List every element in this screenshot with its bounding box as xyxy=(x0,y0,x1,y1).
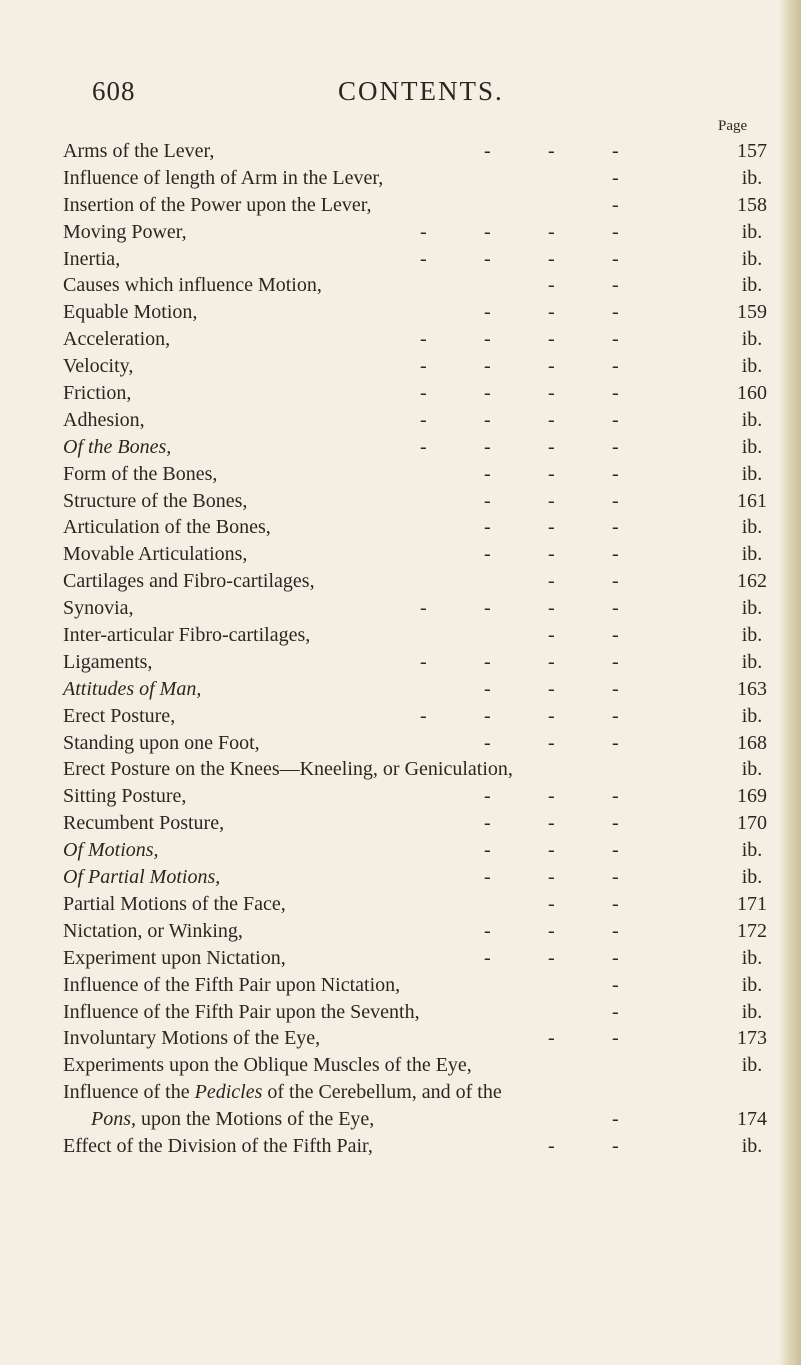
leader-dash: - xyxy=(484,516,491,539)
leader-dash: - xyxy=(420,355,427,378)
leader-dash: - xyxy=(612,328,619,351)
contents-entry xyxy=(0,972,801,999)
entry-title-part: Influence of the xyxy=(63,1081,195,1104)
leader-dash: - xyxy=(548,543,555,566)
leader-dash: - xyxy=(548,274,555,297)
leader-dash: - xyxy=(612,1134,619,1157)
leader-dashes xyxy=(0,326,801,353)
contents-entry xyxy=(0,1106,801,1133)
leader-dash: - xyxy=(420,247,427,270)
contents-entry xyxy=(0,622,801,649)
contents-entry xyxy=(0,299,801,326)
contents-entry xyxy=(0,1133,801,1160)
leader-dash: - xyxy=(612,704,619,727)
leader-dash: - xyxy=(612,301,619,324)
leader-dash: - xyxy=(484,355,491,378)
leader-dash: - xyxy=(612,731,619,754)
contents-entry xyxy=(0,649,801,676)
entry-page: ib. xyxy=(741,408,763,431)
entry-title-part: Effect of the Division of the Fifth Pair, xyxy=(63,1134,373,1157)
entry-page: ib. xyxy=(741,435,763,458)
leader-dash: - xyxy=(612,166,619,189)
leader-dash: - xyxy=(484,785,491,808)
leader-dash: - xyxy=(548,328,555,351)
leader-dash: - xyxy=(484,408,491,431)
entry-page: 173 xyxy=(737,1027,767,1050)
leader-dash: - xyxy=(548,919,555,942)
leader-dash: - xyxy=(548,946,555,969)
entry-page: 159 xyxy=(737,301,767,324)
leader-dashes xyxy=(0,783,801,810)
leader-dash: - xyxy=(612,462,619,485)
entry-page: 170 xyxy=(737,812,767,835)
entry-title-part: Influence of length of Arm in the Lever, xyxy=(63,166,384,189)
entry-title xyxy=(63,1052,472,1079)
entry-page: ib. xyxy=(741,1134,763,1157)
leader-dash: - xyxy=(548,624,555,647)
entry-page: 162 xyxy=(737,570,767,593)
leader-dash: - xyxy=(612,839,619,862)
entry-title-part: Ligaments, xyxy=(63,650,153,673)
leader-dash: - xyxy=(612,543,619,566)
leader-dash: - xyxy=(484,839,491,862)
entry-page: ib. xyxy=(741,704,763,727)
leader-dash: - xyxy=(548,489,555,512)
entry-title-part: Pedicles xyxy=(194,1081,263,1104)
leader-dash: - xyxy=(548,677,555,700)
entry-page: 172 xyxy=(737,919,767,942)
leader-dash: - xyxy=(612,408,619,431)
leader-dash: - xyxy=(612,597,619,620)
entry-page: 163 xyxy=(737,677,767,700)
page-number: 608 xyxy=(92,76,136,106)
contents-entry xyxy=(0,219,801,246)
entry-title-part: Erect Posture on the Knees—Kneeling, or Geniculation, xyxy=(63,758,513,781)
entry-title-part: Articulation of the Bones, xyxy=(63,516,271,539)
leader-dash: - xyxy=(612,677,619,700)
leader-dash: - xyxy=(548,570,555,593)
leader-dash: - xyxy=(420,220,427,243)
leader-dashes xyxy=(0,999,801,1026)
leader-dashes xyxy=(0,219,801,246)
entry-page: 174 xyxy=(737,1108,767,1131)
contents-entry xyxy=(0,541,801,568)
leader-dash: - xyxy=(420,435,427,458)
leader-dash: - xyxy=(612,274,619,297)
entry-page: ib. xyxy=(741,355,763,378)
entry-page: ib. xyxy=(741,462,763,485)
leader-dashes xyxy=(0,649,801,676)
leader-dashes xyxy=(0,1025,801,1052)
entry-title-part: Pons, xyxy=(91,1108,136,1131)
leader-dashes xyxy=(0,353,801,380)
entry-page: 169 xyxy=(737,785,767,808)
leader-dash: - xyxy=(612,140,619,162)
contents-entry xyxy=(0,192,801,219)
leader-dash: - xyxy=(484,328,491,351)
leader-dashes xyxy=(0,165,801,192)
leader-dash: - xyxy=(612,435,619,458)
entry-title-part: Partial Motions of the Face, xyxy=(63,892,286,915)
contents-entry xyxy=(0,165,801,192)
leader-dashes xyxy=(0,568,801,595)
leader-dash: - xyxy=(548,650,555,673)
entry-page: 160 xyxy=(737,382,767,405)
contents-entry xyxy=(0,514,801,541)
entry-page: ib. xyxy=(741,166,763,189)
leader-dash: - xyxy=(548,785,555,808)
entry-title-part: Arms of the Lever, xyxy=(63,140,215,162)
entry-page: ib. xyxy=(741,758,763,781)
entry-title-part: Structure of the Bones, xyxy=(63,489,248,512)
entry-title-part: of the Cerebellum, and of the xyxy=(262,1081,502,1104)
leader-dash: - xyxy=(484,435,491,458)
leader-dashes xyxy=(0,595,801,622)
leader-dash: - xyxy=(548,435,555,458)
contents-entry xyxy=(0,461,801,488)
leader-dash: - xyxy=(612,1027,619,1050)
leader-dash: - xyxy=(420,382,427,405)
leader-dashes xyxy=(0,434,801,461)
entry-title-part: Movable Articulations, xyxy=(63,543,248,566)
entry-page: ib. xyxy=(741,597,763,620)
contents-entry xyxy=(0,730,801,757)
entry-page: ib. xyxy=(741,1054,763,1077)
entry-page: ib. xyxy=(741,220,763,243)
leader-dashes xyxy=(0,541,801,568)
leader-dash: - xyxy=(548,731,555,754)
contents-entry xyxy=(0,434,801,461)
leader-dash: - xyxy=(548,355,555,378)
leader-dash: - xyxy=(612,570,619,593)
entry-page: 157 xyxy=(737,140,767,162)
entry-page: ib. xyxy=(741,866,763,889)
leader-dash: - xyxy=(612,382,619,405)
leader-dash: - xyxy=(548,301,555,324)
leader-dash: - xyxy=(612,892,619,915)
entry-title-part: Of the Bones, xyxy=(63,435,172,458)
entry-page: ib. xyxy=(741,973,763,996)
leader-dash: - xyxy=(548,866,555,889)
leader-dash: - xyxy=(612,193,619,216)
contents-entry xyxy=(0,407,801,434)
leader-dash: - xyxy=(548,462,555,485)
leader-dash: - xyxy=(484,543,491,566)
leader-dash: - xyxy=(612,247,619,270)
entry-page: ib. xyxy=(741,543,763,566)
leader-dashes xyxy=(0,864,801,891)
leader-dash: - xyxy=(612,624,619,647)
leader-dashes xyxy=(0,488,801,515)
leader-dash: - xyxy=(484,462,491,485)
entry-title-part: Of Motions, xyxy=(63,839,159,862)
leader-dash: - xyxy=(548,1134,555,1157)
leader-dashes xyxy=(0,299,801,326)
contents-entry xyxy=(0,1025,801,1052)
entry-title-part: Influence of the Fifth Pair upon the Seventh, xyxy=(63,1000,420,1023)
entry-page: ib. xyxy=(741,328,763,351)
entry-page: 161 xyxy=(737,489,767,512)
leader-dash: - xyxy=(484,946,491,969)
entry-title-part: Moving Power, xyxy=(63,220,187,243)
leader-dashes xyxy=(0,945,801,972)
entry-title-part: Adhesion, xyxy=(63,408,145,431)
contents-entry xyxy=(0,999,801,1026)
leader-dash: - xyxy=(484,650,491,673)
entry-title-part: Influence of the Fifth Pair upon Nictation, xyxy=(63,973,401,996)
entry-page: ib. xyxy=(741,1000,763,1023)
leader-dash: - xyxy=(548,839,555,862)
entry-page: 168 xyxy=(737,731,767,754)
leader-dash: - xyxy=(612,220,619,243)
leader-dashes xyxy=(0,138,801,165)
leader-dash: - xyxy=(612,489,619,512)
leader-dashes xyxy=(0,918,801,945)
entry-title-part: Inertia, xyxy=(63,247,121,270)
entry-title-part: Friction, xyxy=(63,382,132,405)
entry-title-part: Experiments upon the Oblique Muscles of the Eye, xyxy=(63,1054,472,1077)
entry-title-part: Acceleration, xyxy=(63,328,171,351)
leader-dash: - xyxy=(612,919,619,942)
leader-dash: - xyxy=(612,650,619,673)
leader-dash: - xyxy=(612,1000,619,1023)
entry-page: 171 xyxy=(737,892,767,915)
contents-entry xyxy=(0,568,801,595)
contents-entry xyxy=(0,488,801,515)
entry-title-part: Inter-articular Fibro-cartilages, xyxy=(63,624,311,647)
entry-title-part: Recumbent Posture, xyxy=(63,812,225,835)
contents-entry xyxy=(0,380,801,407)
leader-dashes xyxy=(0,972,801,999)
entry-title-part: Equable Motion, xyxy=(63,301,198,324)
entry-title-part: Attitudes of Man, xyxy=(63,677,202,700)
leader-dashes xyxy=(0,272,801,299)
entry-title-part: Synovia, xyxy=(63,597,134,620)
leader-dash: - xyxy=(420,704,427,727)
leader-dashes xyxy=(0,1106,801,1133)
leader-dash: - xyxy=(548,140,555,162)
leader-dash: - xyxy=(484,866,491,889)
leader-dashes xyxy=(0,837,801,864)
leader-dashes xyxy=(0,380,801,407)
leader-dashes xyxy=(0,730,801,757)
contents-entry xyxy=(0,1079,801,1106)
leader-dashes xyxy=(0,891,801,918)
leader-dash: - xyxy=(548,220,555,243)
leader-dash: - xyxy=(484,677,491,700)
entry-title xyxy=(63,1079,502,1106)
leader-dash: - xyxy=(548,812,555,835)
entry-page: ib. xyxy=(741,516,763,539)
entry-title-part: Experiment upon Nictation, xyxy=(63,946,286,969)
contents-entry xyxy=(0,595,801,622)
leader-dash: - xyxy=(420,328,427,351)
leader-dash: - xyxy=(484,382,491,405)
contents-entry xyxy=(0,1052,801,1079)
leader-dash: - xyxy=(548,1027,555,1050)
leader-dash: - xyxy=(420,650,427,673)
contents-entry xyxy=(0,810,801,837)
entry-title-part: upon the Motions of the Eye, xyxy=(136,1108,375,1131)
leader-dashes xyxy=(0,514,801,541)
contents-entry xyxy=(0,326,801,353)
leader-dash: - xyxy=(484,597,491,620)
leader-dash: - xyxy=(484,247,491,270)
leader-dash: - xyxy=(548,408,555,431)
leader-dash: - xyxy=(484,489,491,512)
entry-title-part: Sitting Posture, xyxy=(63,785,187,808)
entry-title-part: Standing upon one Foot, xyxy=(63,731,260,754)
contents-list xyxy=(0,138,801,1160)
entry-page: ib. xyxy=(741,946,763,969)
leader-dashes xyxy=(0,1133,801,1160)
contents-entry xyxy=(0,783,801,810)
running-header xyxy=(0,76,801,116)
contents-entry xyxy=(0,945,801,972)
entry-title-part: Form of the Bones, xyxy=(63,462,218,485)
leader-dashes xyxy=(0,407,801,434)
entry-title-part: Cartilages and Fibro-cartilages, xyxy=(63,570,315,593)
leader-dashes xyxy=(0,192,801,219)
leader-dashes xyxy=(0,461,801,488)
contents-entry xyxy=(0,837,801,864)
leader-dash: - xyxy=(548,892,555,915)
contents-entry xyxy=(0,272,801,299)
leader-dash: - xyxy=(484,812,491,835)
entry-page: ib. xyxy=(741,839,763,862)
leader-dash: - xyxy=(548,597,555,620)
leader-dashes xyxy=(0,246,801,273)
contents-entry xyxy=(0,703,801,730)
entry-title-part: Nictation, or Winking, xyxy=(63,919,243,942)
entry-title-part: Involuntary Motions of the Eye, xyxy=(63,1027,321,1050)
leader-dash: - xyxy=(420,408,427,431)
entry-title xyxy=(63,756,513,783)
leader-dash: - xyxy=(612,785,619,808)
leader-dash: - xyxy=(612,866,619,889)
leader-dash: - xyxy=(612,946,619,969)
leader-dash: - xyxy=(484,704,491,727)
contents-entry xyxy=(0,353,801,380)
leader-dashes xyxy=(0,810,801,837)
leader-dash: - xyxy=(612,355,619,378)
leader-dash: - xyxy=(420,597,427,620)
leader-dashes xyxy=(0,703,801,730)
leader-dash: - xyxy=(484,220,491,243)
leader-dash: - xyxy=(612,516,619,539)
entry-title-part: Of Partial Motions, xyxy=(63,866,221,889)
page-column-label: Page xyxy=(718,118,748,134)
entry-title-part: Causes which influence Motion, xyxy=(63,274,322,297)
leader-dash: - xyxy=(612,973,619,996)
leader-dash: - xyxy=(484,140,491,162)
entry-title-part: Velocity, xyxy=(63,355,134,378)
leader-dash: - xyxy=(612,1108,619,1131)
entry-page: ib. xyxy=(741,274,763,297)
contents-entry xyxy=(0,891,801,918)
leader-dashes xyxy=(0,622,801,649)
leader-dash: - xyxy=(612,812,619,835)
leader-dash: - xyxy=(548,516,555,539)
contents-entry xyxy=(0,756,801,783)
leader-dash: - xyxy=(548,704,555,727)
entry-page: ib. xyxy=(741,624,763,647)
entry-page: 158 xyxy=(737,193,767,216)
leader-dashes xyxy=(0,676,801,703)
entry-title-part: Erect Posture, xyxy=(63,704,176,727)
contents-entry xyxy=(0,246,801,273)
entry-title-part: Insertion of the Power upon the Lever, xyxy=(63,193,372,216)
contents-entry xyxy=(0,918,801,945)
entry-page: ib. xyxy=(741,650,763,673)
running-title: CONTENTS. xyxy=(338,76,504,106)
leader-dash: - xyxy=(484,919,491,942)
contents-entry xyxy=(0,676,801,703)
leader-dash: - xyxy=(548,382,555,405)
leader-dash: - xyxy=(548,247,555,270)
entry-page: ib. xyxy=(741,247,763,270)
leader-dash: - xyxy=(484,731,491,754)
leader-dash: - xyxy=(484,301,491,324)
contents-entry xyxy=(0,138,801,165)
contents-entry xyxy=(0,864,801,891)
